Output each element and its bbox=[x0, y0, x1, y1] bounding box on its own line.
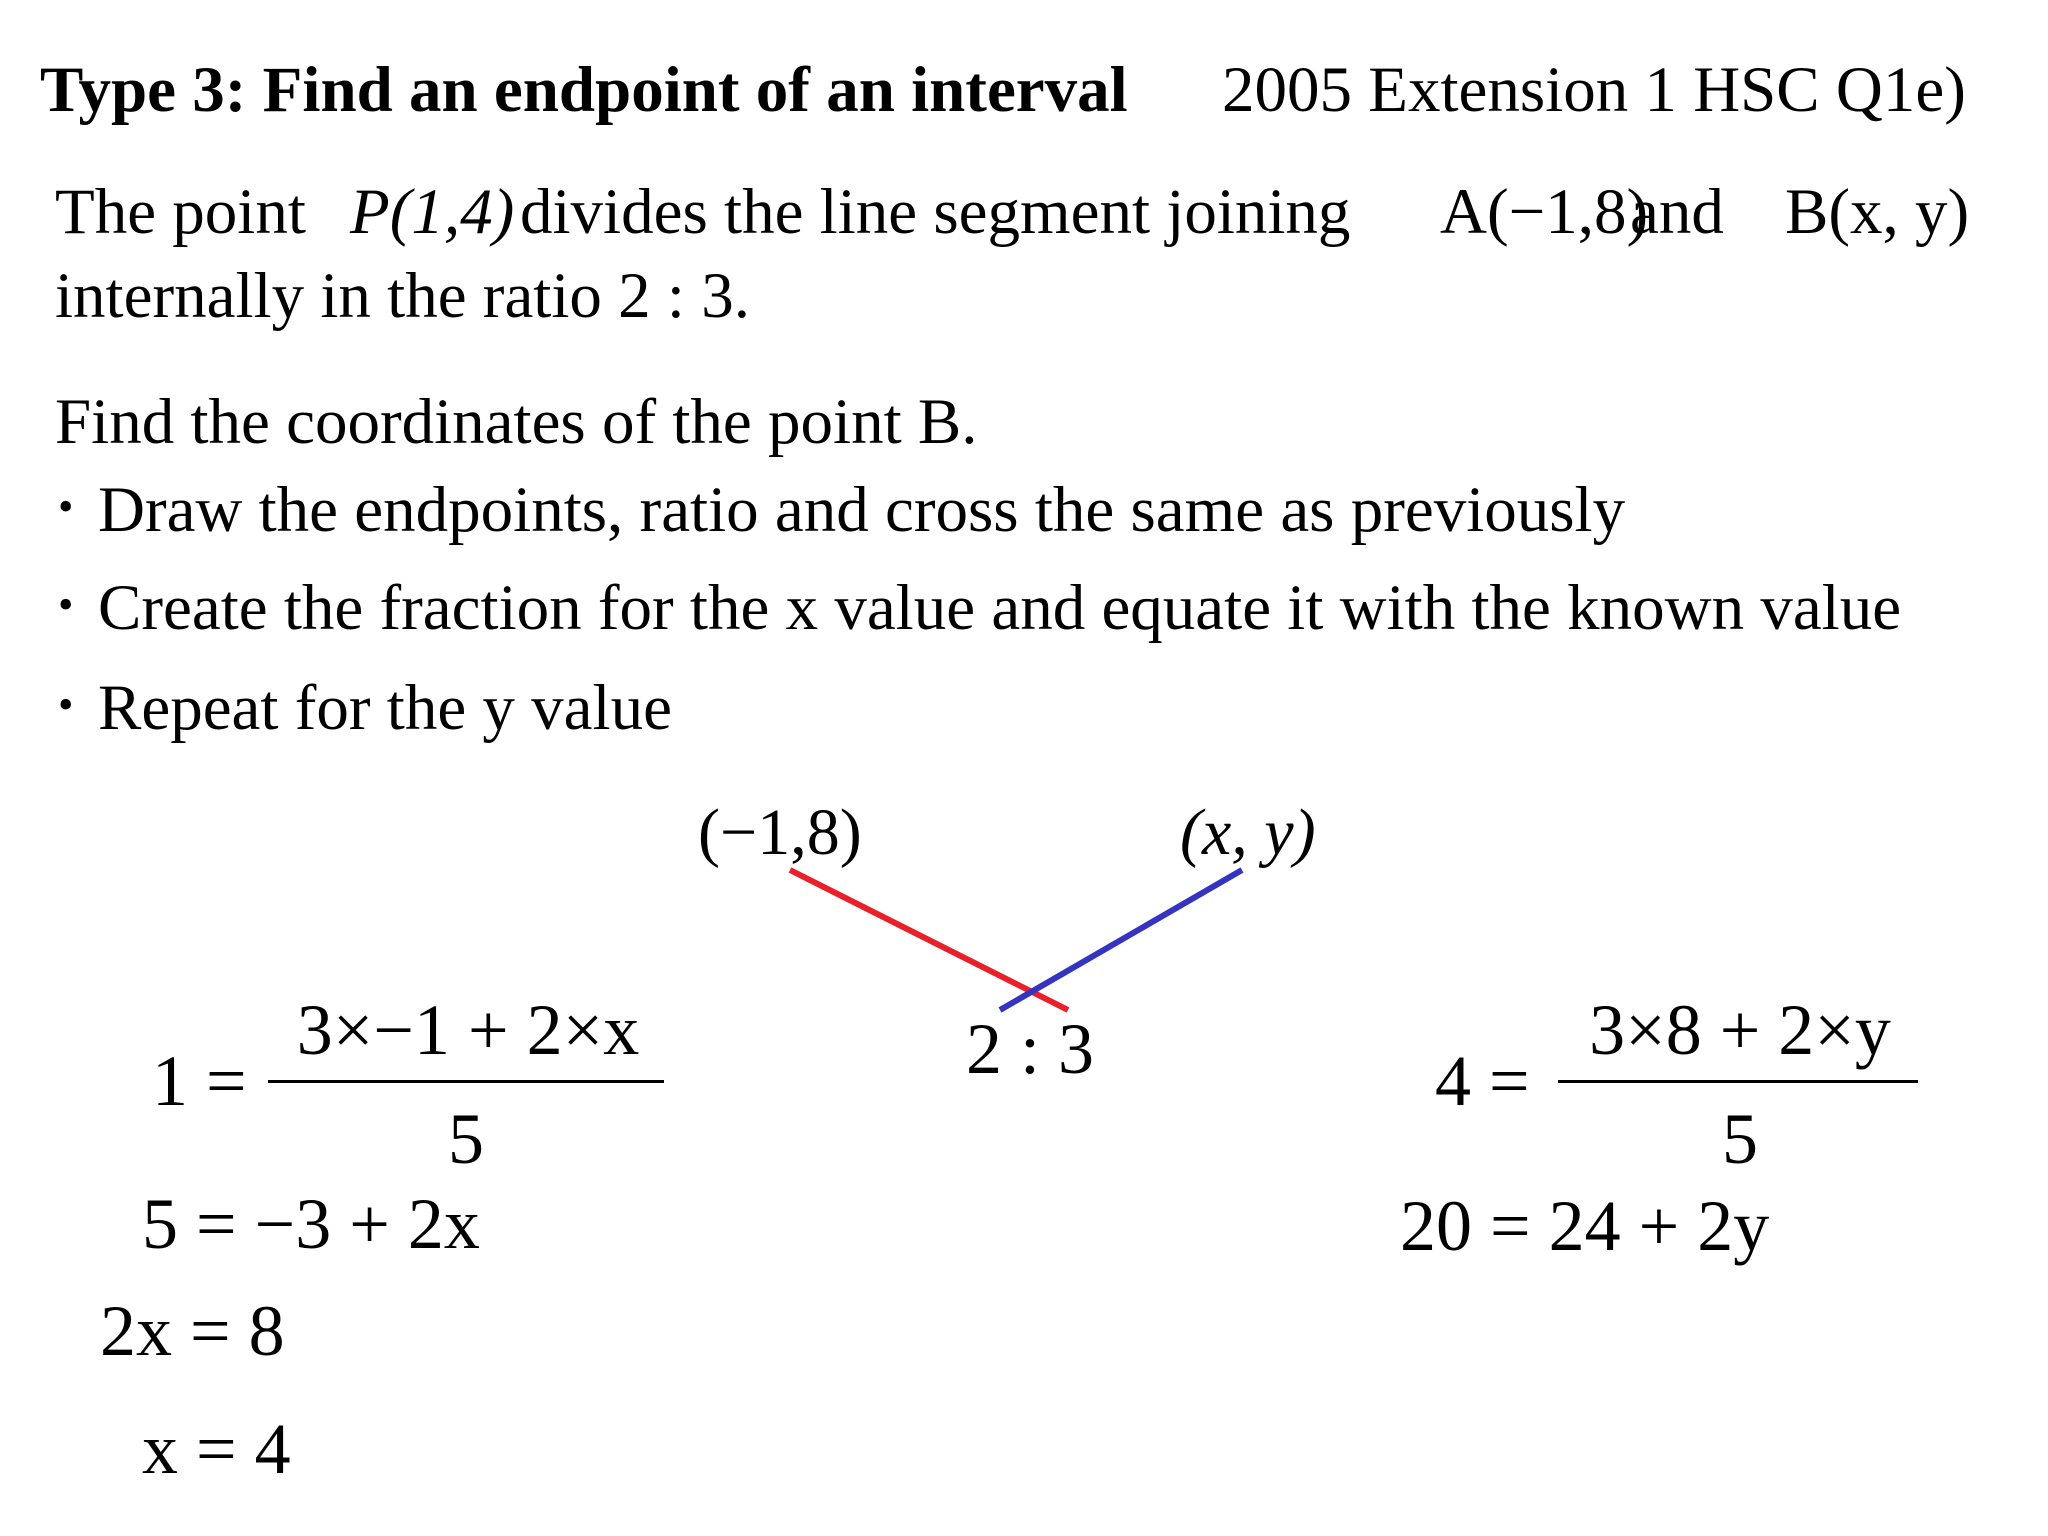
question-text: Find the coordinates of the point B. bbox=[55, 386, 978, 458]
y-denominator: 5 bbox=[1722, 1099, 1758, 1179]
bullet-item: Create the fraction for the x value and equate it with the known value bbox=[98, 572, 1902, 644]
ratio-label: 2 : 3 bbox=[965, 1009, 1095, 1089]
x-step3: x = 4 bbox=[142, 1409, 291, 1489]
x-step2: 2x = 8 bbox=[100, 1291, 285, 1371]
y-fraction-bar bbox=[1558, 1080, 1918, 1083]
point-a: A(−1,8) bbox=[1440, 176, 1649, 248]
y-eq-lhs: 4 = bbox=[1435, 1041, 1530, 1121]
point-p: P(1,4) bbox=[350, 176, 515, 248]
bullet-icon: • bbox=[58, 580, 74, 629]
point-b: B(x, y) bbox=[1785, 176, 1970, 248]
bullet-icon: • bbox=[58, 482, 74, 531]
problem-line1-prefix: The point bbox=[55, 176, 306, 248]
bullet-item: Repeat for the y value bbox=[98, 672, 672, 744]
bullet-item: Draw the endpoints, ratio and cross the same as previously bbox=[98, 474, 1626, 546]
y-numerator: 3×8 + 2×y bbox=[1589, 990, 1891, 1070]
right-cross-line bbox=[1000, 870, 1242, 1010]
x-step1: 5 = −3 + 2x bbox=[142, 1184, 480, 1264]
slide-title: Type 3: Find an endpoint of an interval bbox=[40, 54, 1128, 126]
y-step1: 20 = 24 + 2y bbox=[1400, 1186, 1770, 1266]
left-endpoint-label: (−1,8) bbox=[698, 796, 862, 869]
problem-line2: internally in the ratio 2 : 3. bbox=[55, 260, 750, 332]
x-fraction-bar bbox=[268, 1080, 664, 1083]
x-numerator: 3×−1 + 2×x bbox=[296, 990, 640, 1070]
bullet-icon: • bbox=[58, 680, 74, 729]
right-endpoint-label: (x, y) bbox=[1180, 796, 1316, 869]
problem-and: and bbox=[1630, 176, 1724, 248]
left-cross-line bbox=[790, 870, 1068, 1010]
x-denominator: 5 bbox=[448, 1099, 484, 1179]
problem-line1-mid: divides the line segment joining bbox=[520, 176, 1351, 248]
x-eq-lhs: 1 = bbox=[152, 1041, 247, 1121]
question-source: 2005 Extension 1 HSC Q1e) bbox=[1222, 54, 1966, 126]
